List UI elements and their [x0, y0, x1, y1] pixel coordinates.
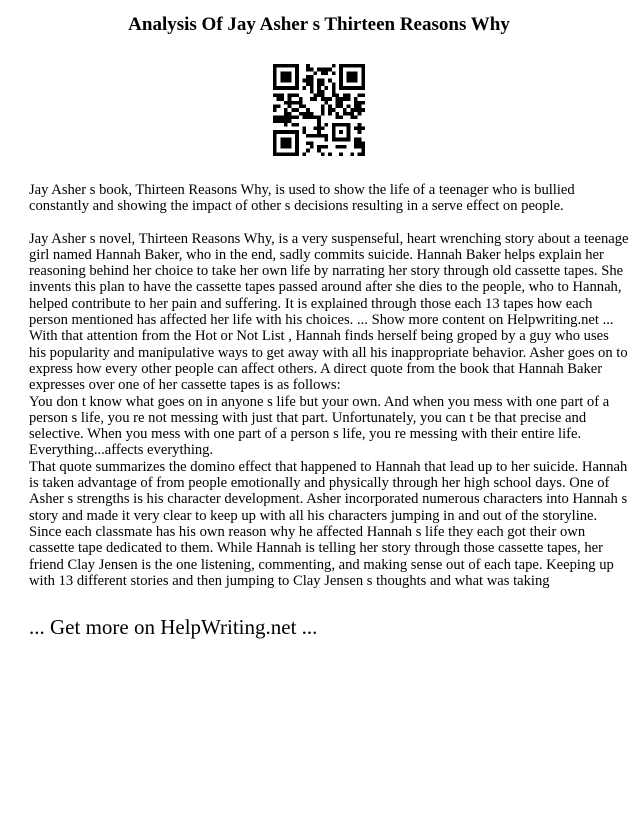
paragraph-main: [29, 230, 629, 590]
text-line: person mentioned has affected her life with his choices. ... Show more content on Helpwriting.net ...: [29, 312, 614, 329]
text-line: friend Clay Jensen is the one listening, commenting, and making sense out of each tape. Keeping up: [29, 556, 614, 573]
text-line: That quote summarizes the domino effect that happened to Hannah that lead up to her suicide. Hannah: [29, 458, 628, 475]
text-line: with 13 different stories and then jumping to Clay Jensen s thoughts and what was taking: [29, 572, 550, 589]
text-line: selective. When you mess with one part of a person s life, you re messing with their entire life.: [29, 426, 582, 443]
text-line: Asher s strengths is his character development. Asher incorporated numerous characters into Hannah s: [29, 491, 628, 508]
get-more-link[interactable]: ... Get more on HelpWriting.net ...: [29, 615, 318, 639]
text-line: constantly and showing the impact of other s decisions resulting in a serve effect on people.: [29, 198, 564, 215]
text-line: Jay Asher s book, Thirteen Reasons Why, is used to show the life of a teenager who is bullied: [29, 182, 575, 198]
qr-code-icon: [273, 64, 365, 156]
text-line: express how every other people can affect others. A direct quote from the book that Hannah Baker: [29, 360, 603, 377]
text-line: person s life, you re not messing with just that part. Unfortunately, you can t be that precise and: [29, 409, 587, 426]
text-line: cassette tape dedicated to them. While Hannah is telling her story through those cassette tapes, her: [29, 540, 603, 557]
text-line: girl named Hannah Baker, who in the end, sadly commits suicide. Hannah Baker helps explain her: [29, 246, 604, 263]
text-line: You don t know what goes on in anyone s life but your own. And when you mess with one part of a: [29, 393, 610, 410]
text-line: helped contribute to her pain and suffering. It is explained through those each 13 tapes how each: [29, 295, 593, 312]
paragraph-intro: [29, 182, 613, 215]
text-line: Everything...affects everything.: [29, 442, 214, 459]
text-line: Since each classmate has his own reason why he affected Hannah s life they each got their own: [29, 523, 586, 540]
text-line: Jay Asher s novel, Thirteen Reasons Why, is a very suspenseful, heart wrenching story about a teenage: [29, 230, 629, 247]
text-line: is taken advantage of from people emotionally and physically through her high school days. One of: [29, 475, 610, 492]
document-title: Analysis Of Jay Asher s Thirteen Reasons Why: [128, 14, 510, 35]
text-line: his popularity and manipulative ways to get away with all his inappropriate behavior. Asher goes on to: [29, 344, 628, 361]
text-line: story and made it very clear to keep up with all his characters jumping in and out of the storyline.: [29, 507, 598, 524]
text-line: expresses over one of her cassette tapes is as follows:: [29, 377, 341, 394]
text-line: reasoning behind her choice to take her own life by narrating her story through old cassette tapes. She: [29, 263, 624, 280]
text-line: With that attention from the Hot or Not List , Hannah finds herself being groped by a guy who uses: [29, 328, 609, 345]
document-body: [29, 182, 629, 589]
text-line: invents this plan to have the cassette tapes passed around after she dies to the people, who to Hannah,: [29, 279, 622, 296]
